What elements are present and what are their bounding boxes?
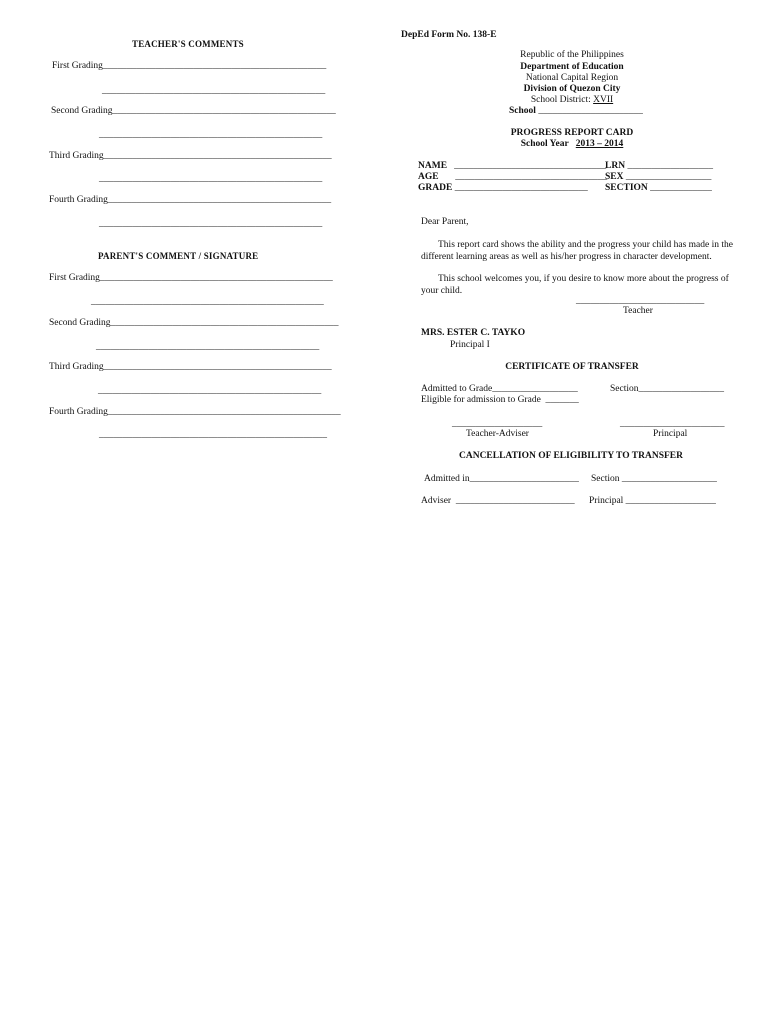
age-label: AGE [418,172,439,182]
cancellation-heading: CANCELLATION OF ELIGIBILITY TO TRANSFER [458,451,683,461]
cancellation-adviser[interactable]: Adviser _________________________ [421,496,575,506]
comment-continuation-line[interactable]: _______________________________________________ [96,342,320,352]
comment-blank[interactable]: ________________________________________________ [110,318,339,328]
grade-blank[interactable]: ____________________________ [454,183,588,193]
parent-second-grading [49,319,338,329]
comment-continuation-line[interactable]: ________________________________________________ [99,430,327,440]
district-line [480,96,664,106]
certificate-section[interactable]: Section__________________ [610,384,724,394]
sex-blank[interactable]: __________________ [623,172,712,182]
grade-label: GRADE [418,183,453,193]
cancellation-principal[interactable]: Principal ___________________ [589,496,716,506]
school-blank[interactable]: ______________________ [535,106,643,116]
teacher-comments-heading: TEACHER'S COMMENTS [132,39,244,49]
principal-label: Principal [653,429,688,439]
letter-paragraph-1: This report card shows the ability and the progress your child has made in the different learning areas as well as his/her progress in character development. [421,240,733,262]
grading-label: Third Grading [49,151,104,161]
comment-continuation-line[interactable]: _______________________________________________ [99,219,323,229]
teacher-third-grading [49,152,332,162]
admitted-in[interactable]: Admitted in_______________________ [424,474,579,484]
parent-comments-heading: PARENT'S COMMENT / SIGNATURE [98,251,259,261]
sex-field [605,173,711,183]
division-line: Division of Quezon City [523,84,621,94]
comment-continuation-line[interactable]: _______________________________________________ [98,386,322,396]
comment-blank[interactable]: _______________________________________________ [112,106,336,116]
school-year-line [470,140,674,150]
republic-line: Republic of the Philippines [520,50,624,60]
school-line [509,107,643,117]
teacher-second-grading [51,107,336,117]
grade-field [418,184,588,194]
form-number: DepEd Form No. 138-E [401,30,497,40]
lrn-field [605,162,713,172]
comment-continuation-line[interactable]: _______________________________________________ [99,174,323,184]
principal-title: Principal I [450,340,490,350]
section-blank[interactable]: _____________ [647,183,712,193]
comment-blank[interactable]: _______________________________________________ [102,61,327,71]
parent-first-grading [49,274,333,284]
lrn-label: LRN [605,161,626,171]
grading-label: Fourth Grading [49,195,108,205]
comment-continuation-line[interactable]: _________________________________________________ [91,297,324,307]
teacher-first-grading [52,62,326,72]
comment-blank[interactable]: _______________________________________________ [107,195,332,205]
sex-label: SEX [605,172,624,182]
principal-name: MRS. ESTER C. TAYKO [421,328,526,338]
school-label: School [509,106,536,116]
teacher-signature-label: Teacher [623,306,653,316]
comment-blank[interactable]: _________________________________________________ [99,273,333,283]
region-line: National Capital Region [525,73,619,83]
department-line: Department of Education [520,62,624,72]
grading-label: First Grading [49,273,100,283]
school-year-value: 2013 – 2014 [575,139,624,149]
letter-paragraph-2: This school welcomes you, if you desire to know more about the progress of your child. [421,274,729,296]
comment-blank[interactable]: ________________________________________________ [103,151,332,161]
age-field [418,173,607,183]
name-blank[interactable]: ________________________________ [454,161,607,171]
parent-fourth-grading [49,408,341,418]
letter-salutation: Dear Parent, [421,217,469,227]
adviser-signature-line[interactable]: ___________________ [452,419,543,429]
grading-label: Fourth Grading [49,407,108,417]
teacher-signature-line[interactable]: ___________________________ [576,296,705,306]
section-label: SECTION [605,183,648,193]
grading-label: Second Grading [51,106,113,116]
principal-signature-line[interactable]: ______________________ [620,419,725,429]
comment-blank[interactable]: _________________________________________________ [107,407,341,417]
grading-label: Third Grading [49,362,104,372]
admitted-to-grade[interactable]: Admitted to Grade__________________ [421,384,578,394]
report-card-title: PROGRESS REPORT CARD [510,128,634,138]
comment-blank[interactable]: ________________________________________________ [103,362,332,372]
district-label: School District: [530,95,594,105]
eligible-for-grade[interactable]: Eligible for admission to Grade _______ [421,395,579,405]
grading-label: Second Grading [49,318,111,328]
teacher-fourth-grading [49,196,331,206]
cancellation-section[interactable]: Section ____________________ [591,474,717,484]
certificate-heading: CERTIFICATE OF TRANSFER [505,362,639,372]
name-field [418,162,606,172]
name-label: NAME [418,161,448,171]
section-field [605,184,712,194]
comment-continuation-line[interactable]: _______________________________________________ [102,86,326,96]
district-value: XVII [593,95,614,105]
age-blank[interactable]: ________________________________ [455,172,608,182]
grading-label: First Grading [52,61,103,71]
school-year-label: School Year [520,139,569,149]
lrn-blank[interactable]: __________________ [625,161,713,171]
comment-continuation-line[interactable]: _______________________________________________ [99,130,323,140]
teacher-adviser-label: Teacher-Adviser [466,429,529,439]
parent-third-grading [49,363,332,373]
